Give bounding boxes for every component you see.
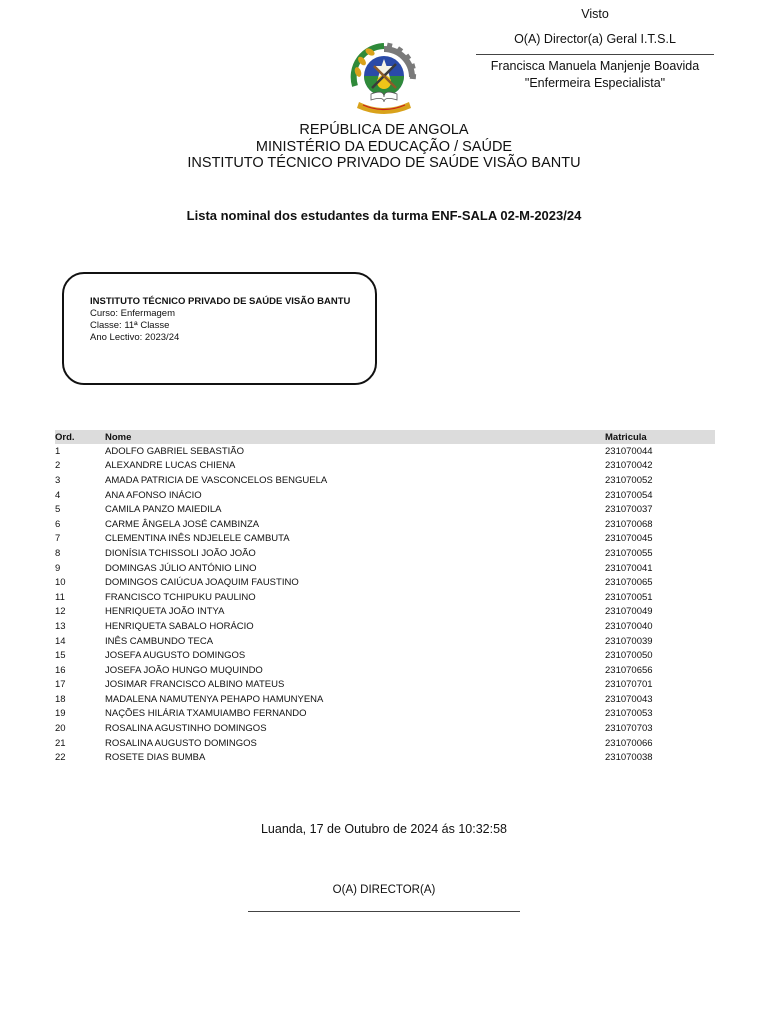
row-matricula: 231070044 bbox=[605, 445, 653, 457]
ministry-name: MINISTÉRIO DA EDUCAÇÃO / SAÚDE bbox=[255, 138, 513, 155]
table-row bbox=[55, 663, 715, 678]
row-matricula: 231070065 bbox=[605, 577, 653, 589]
row-matricula: 231070068 bbox=[605, 518, 653, 530]
row-name: ROSALINA AUGUSTO DOMINGOS bbox=[105, 737, 257, 749]
row-name: JOSIMAR FRANCISCO ALBINO MATEUS bbox=[105, 679, 285, 691]
row-ord: 10 bbox=[55, 577, 66, 589]
row-ord: 15 bbox=[55, 650, 66, 662]
row-matricula: 231070040 bbox=[605, 620, 653, 632]
row-matricula: 231070703 bbox=[605, 723, 653, 735]
row-name: HENRIQUETA SABALO HORÁCIO bbox=[105, 620, 254, 632]
approval-block bbox=[470, 6, 720, 92]
row-name: ROSALINA AGUSTINHO DOMINGOS bbox=[105, 723, 267, 735]
row-ord: 5 bbox=[55, 504, 61, 516]
table-row bbox=[55, 561, 715, 576]
row-matricula: 231070050 bbox=[605, 650, 653, 662]
row-ord: 4 bbox=[55, 489, 61, 501]
row-name: DOMINGAS JÚLIO ANTÓNIO LINO bbox=[105, 562, 257, 574]
row-matricula: 231070037 bbox=[605, 504, 653, 516]
row-matricula: 231070656 bbox=[605, 664, 653, 676]
row-name: DOMINGOS CAIÚCUA JOAQUIM FAUSTINO bbox=[105, 577, 299, 589]
row-ord: 22 bbox=[55, 752, 66, 764]
row-matricula: 231070052 bbox=[605, 474, 653, 486]
angola-coat-of-arms-icon bbox=[349, 42, 419, 114]
row-ord: 8 bbox=[55, 547, 61, 559]
row-name: CAMILA PANZO MAIEDILA bbox=[105, 504, 222, 516]
row-name: ALEXANDRE LUCAS CHIENA bbox=[105, 460, 236, 472]
table-row bbox=[55, 634, 715, 649]
row-matricula: 231070701 bbox=[605, 679, 653, 691]
row-name: HENRIQUETA JOÃO INTYA bbox=[105, 606, 225, 618]
row-name: INÊS CAMBUNDO TECA bbox=[105, 635, 214, 647]
table-row bbox=[55, 488, 715, 503]
republic-name: REPÚBLICA DE ANGOLA bbox=[299, 122, 469, 138]
student-rows bbox=[55, 444, 715, 765]
row-ord: 19 bbox=[55, 708, 66, 720]
row-matricula: 231070053 bbox=[605, 708, 653, 720]
info-class-level: Classe: 11ª Classe bbox=[90, 320, 170, 331]
row-matricula: 231070042 bbox=[605, 460, 653, 472]
table-row bbox=[55, 590, 715, 605]
row-name: CARME ÂNGELA JOSÉ CAMBINZA bbox=[105, 518, 260, 530]
row-ord: 2 bbox=[55, 460, 61, 472]
row-ord: 12 bbox=[55, 606, 66, 618]
row-ord: 16 bbox=[55, 664, 66, 676]
row-name: ANA AFONSO INÁCIO bbox=[105, 489, 202, 501]
class-info-content bbox=[90, 296, 360, 344]
row-name: NAÇÕES HILÁRIA TXAMUIAMBO FERNANDO bbox=[105, 708, 307, 720]
table-row bbox=[55, 517, 715, 532]
table-row bbox=[55, 721, 715, 736]
row-name: ROSETE DIAS BUMBA bbox=[105, 752, 206, 764]
row-name: FRANCISCO TCHIPUKU PAULINO bbox=[105, 591, 256, 603]
row-name: AMADA PATRICIA DE VASCONCELOS BENGUELA bbox=[105, 474, 328, 486]
table-row bbox=[55, 532, 715, 547]
director-label: O(A) DIRECTOR(A) bbox=[332, 884, 436, 896]
row-ord: 7 bbox=[55, 533, 61, 545]
table-row bbox=[55, 707, 715, 722]
row-ord: 9 bbox=[55, 562, 61, 574]
table-row bbox=[55, 750, 715, 765]
row-ord: 3 bbox=[55, 474, 61, 486]
table-row bbox=[55, 605, 715, 620]
info-school-name: INSTITUTO TÉCNICO PRIVADO DE SAÚDE VISÃO BANTU bbox=[90, 296, 351, 307]
institution-header bbox=[0, 122, 768, 172]
info-academic-year: Ano Lectivo: 2023/24 bbox=[90, 332, 180, 343]
row-name: JOSEFA AUGUSTO DOMINGOS bbox=[105, 650, 246, 662]
student-list-table bbox=[55, 430, 715, 765]
table-row bbox=[55, 736, 715, 751]
table-row bbox=[55, 546, 715, 561]
table-row bbox=[55, 678, 715, 693]
table-row bbox=[55, 502, 715, 517]
row-ord: 20 bbox=[55, 723, 66, 735]
row-matricula: 231070066 bbox=[605, 737, 653, 749]
row-ord: 18 bbox=[55, 693, 66, 705]
director-general-role: O(A) Director(a) Geral I.T.S.L bbox=[514, 32, 676, 46]
approver-title: "Enfermeira Especialista" bbox=[524, 76, 666, 90]
row-ord: 1 bbox=[55, 445, 61, 457]
table-header-row bbox=[55, 430, 715, 444]
row-name: ADOLFO GABRIEL SEBASTIÃO bbox=[105, 445, 245, 457]
table-row bbox=[55, 459, 715, 474]
row-name: JOSEFA JOÃO HUNGO MUQUINDO bbox=[105, 664, 263, 676]
row-name: MADALENA NAMUTENYA PEHAPO HAMUNYENA bbox=[105, 693, 324, 705]
table-row bbox=[55, 692, 715, 707]
row-matricula: 231070049 bbox=[605, 606, 653, 618]
director-signature-line bbox=[248, 911, 520, 912]
header-name: Nome bbox=[105, 430, 605, 444]
row-ord: 11 bbox=[55, 591, 65, 603]
row-matricula: 231070039 bbox=[605, 635, 653, 647]
row-ord: 6 bbox=[55, 518, 61, 530]
row-matricula: 231070038 bbox=[605, 752, 653, 764]
info-course: Curso: Enfermagem bbox=[90, 308, 176, 319]
document-title: Lista nominal dos estudantes da turma ENF-SALA 02-M-2023/24 bbox=[186, 208, 582, 223]
row-matricula: 231070043 bbox=[605, 693, 653, 705]
row-name: DIONÍSIA TCHISSOLI JOÃO JOÃO bbox=[105, 547, 256, 559]
header-ord: Ord. bbox=[55, 430, 105, 444]
header-matricula: Matricula bbox=[605, 430, 715, 444]
row-matricula: 231070045 bbox=[605, 533, 653, 545]
row-matricula: 231070054 bbox=[605, 489, 653, 501]
row-ord: 14 bbox=[55, 635, 66, 647]
table-row bbox=[55, 648, 715, 663]
row-ord: 21 bbox=[55, 737, 66, 749]
table-row bbox=[55, 619, 715, 634]
table-row bbox=[55, 444, 715, 459]
approver-name: Francisca Manuela Manjenje Boavida bbox=[490, 59, 700, 73]
institute-name: INSTITUTO TÉCNICO PRIVADO DE SAÚDE VISÃO BANTU bbox=[187, 155, 581, 171]
place-and-date: Luanda, 17 de Outubro de 2024 ás 10:32:58 bbox=[260, 822, 508, 836]
row-ord: 17 bbox=[55, 679, 66, 691]
table-row bbox=[55, 575, 715, 590]
row-matricula: 231070041 bbox=[605, 562, 653, 574]
row-matricula: 231070055 bbox=[605, 547, 653, 559]
table-row bbox=[55, 473, 715, 488]
row-ord: 13 bbox=[55, 620, 66, 632]
row-matricula: 231070051 bbox=[605, 591, 653, 603]
row-name: CLEMENTINA INÊS NDJELELE CAMBUTA bbox=[105, 533, 290, 545]
visto-label: Visto bbox=[581, 7, 609, 21]
